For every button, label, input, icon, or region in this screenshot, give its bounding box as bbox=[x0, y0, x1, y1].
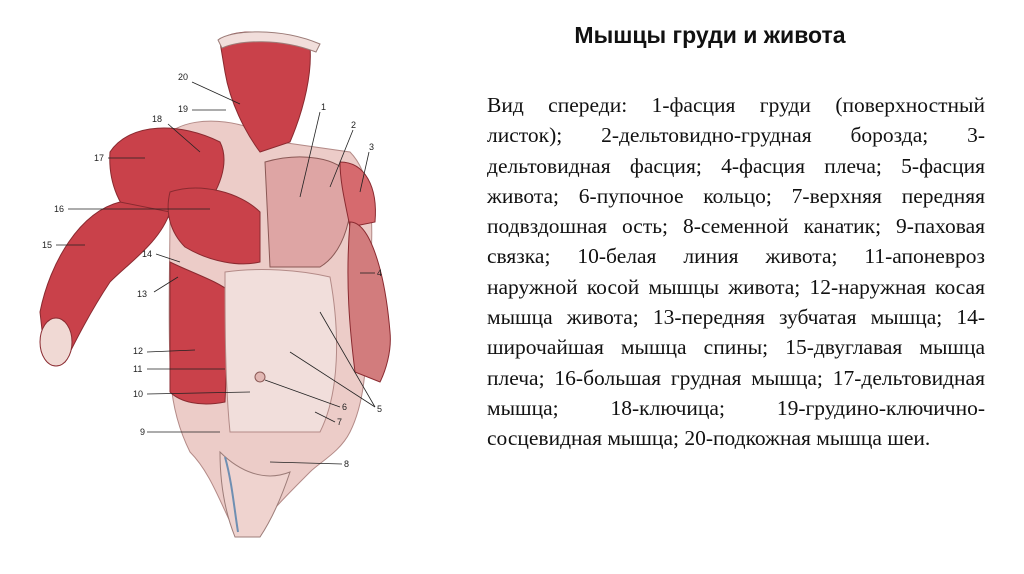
label-1: 1 bbox=[321, 102, 327, 112]
label-16: 16 bbox=[54, 204, 65, 214]
slide-title: Мышцы груди и живота bbox=[574, 22, 846, 48]
label-3: 3 bbox=[369, 142, 375, 152]
label-11: 11 bbox=[133, 364, 143, 374]
label-12: 12 bbox=[133, 346, 144, 356]
figure-description: Вид спереди: 1-фасция груди (поверхностный листок); 2-дельтовидно-грудная борозда; 3-дельтовидная фасция; 4-фасция плеча; 5-фасция живота; 6-пупочное кольцо; 7-верхняя передняя подвздошная ость; 8-семенной канатик; 9-паховая связка; 10-белая линия живота; 11-апоневроз наружной косой мышцы живота; 12-наружная косая мышца живота; 13-передняя зубчатая мышца; 14-широчайшая мышца спины; 15-двуглавая мышца плеча; 16-большая грудная мышца; 17-дельтовидная мышца; 18-ключица; 19-грудино-ключично-сосцевидная мышца; 20-подкожная мышца шеи. bbox=[487, 93, 985, 451]
label-13: 13 bbox=[137, 289, 148, 299]
label-10: 10 bbox=[133, 389, 144, 399]
label-2: 2 bbox=[351, 120, 357, 130]
label-4: 4 bbox=[377, 268, 383, 278]
label-19: 19 bbox=[178, 104, 189, 114]
label-5: 5 bbox=[377, 404, 383, 414]
label-6: 6 bbox=[342, 402, 348, 412]
label-8: 8 bbox=[344, 459, 350, 469]
umbilical-ring bbox=[255, 372, 265, 382]
label-17: 17 bbox=[94, 153, 105, 163]
anatomy-illustration bbox=[20, 12, 440, 562]
arm-left-cut bbox=[40, 318, 72, 366]
label-15: 15 bbox=[42, 240, 53, 250]
label-14: 14 bbox=[142, 249, 153, 259]
anatomy-svg bbox=[20, 12, 440, 562]
abdomen-fascia bbox=[225, 270, 337, 432]
label-18: 18 bbox=[152, 114, 163, 124]
label-7: 7 bbox=[337, 417, 343, 427]
arm-right bbox=[348, 222, 390, 382]
label-20: 20 bbox=[178, 72, 189, 82]
label-9: 9 bbox=[140, 427, 146, 437]
